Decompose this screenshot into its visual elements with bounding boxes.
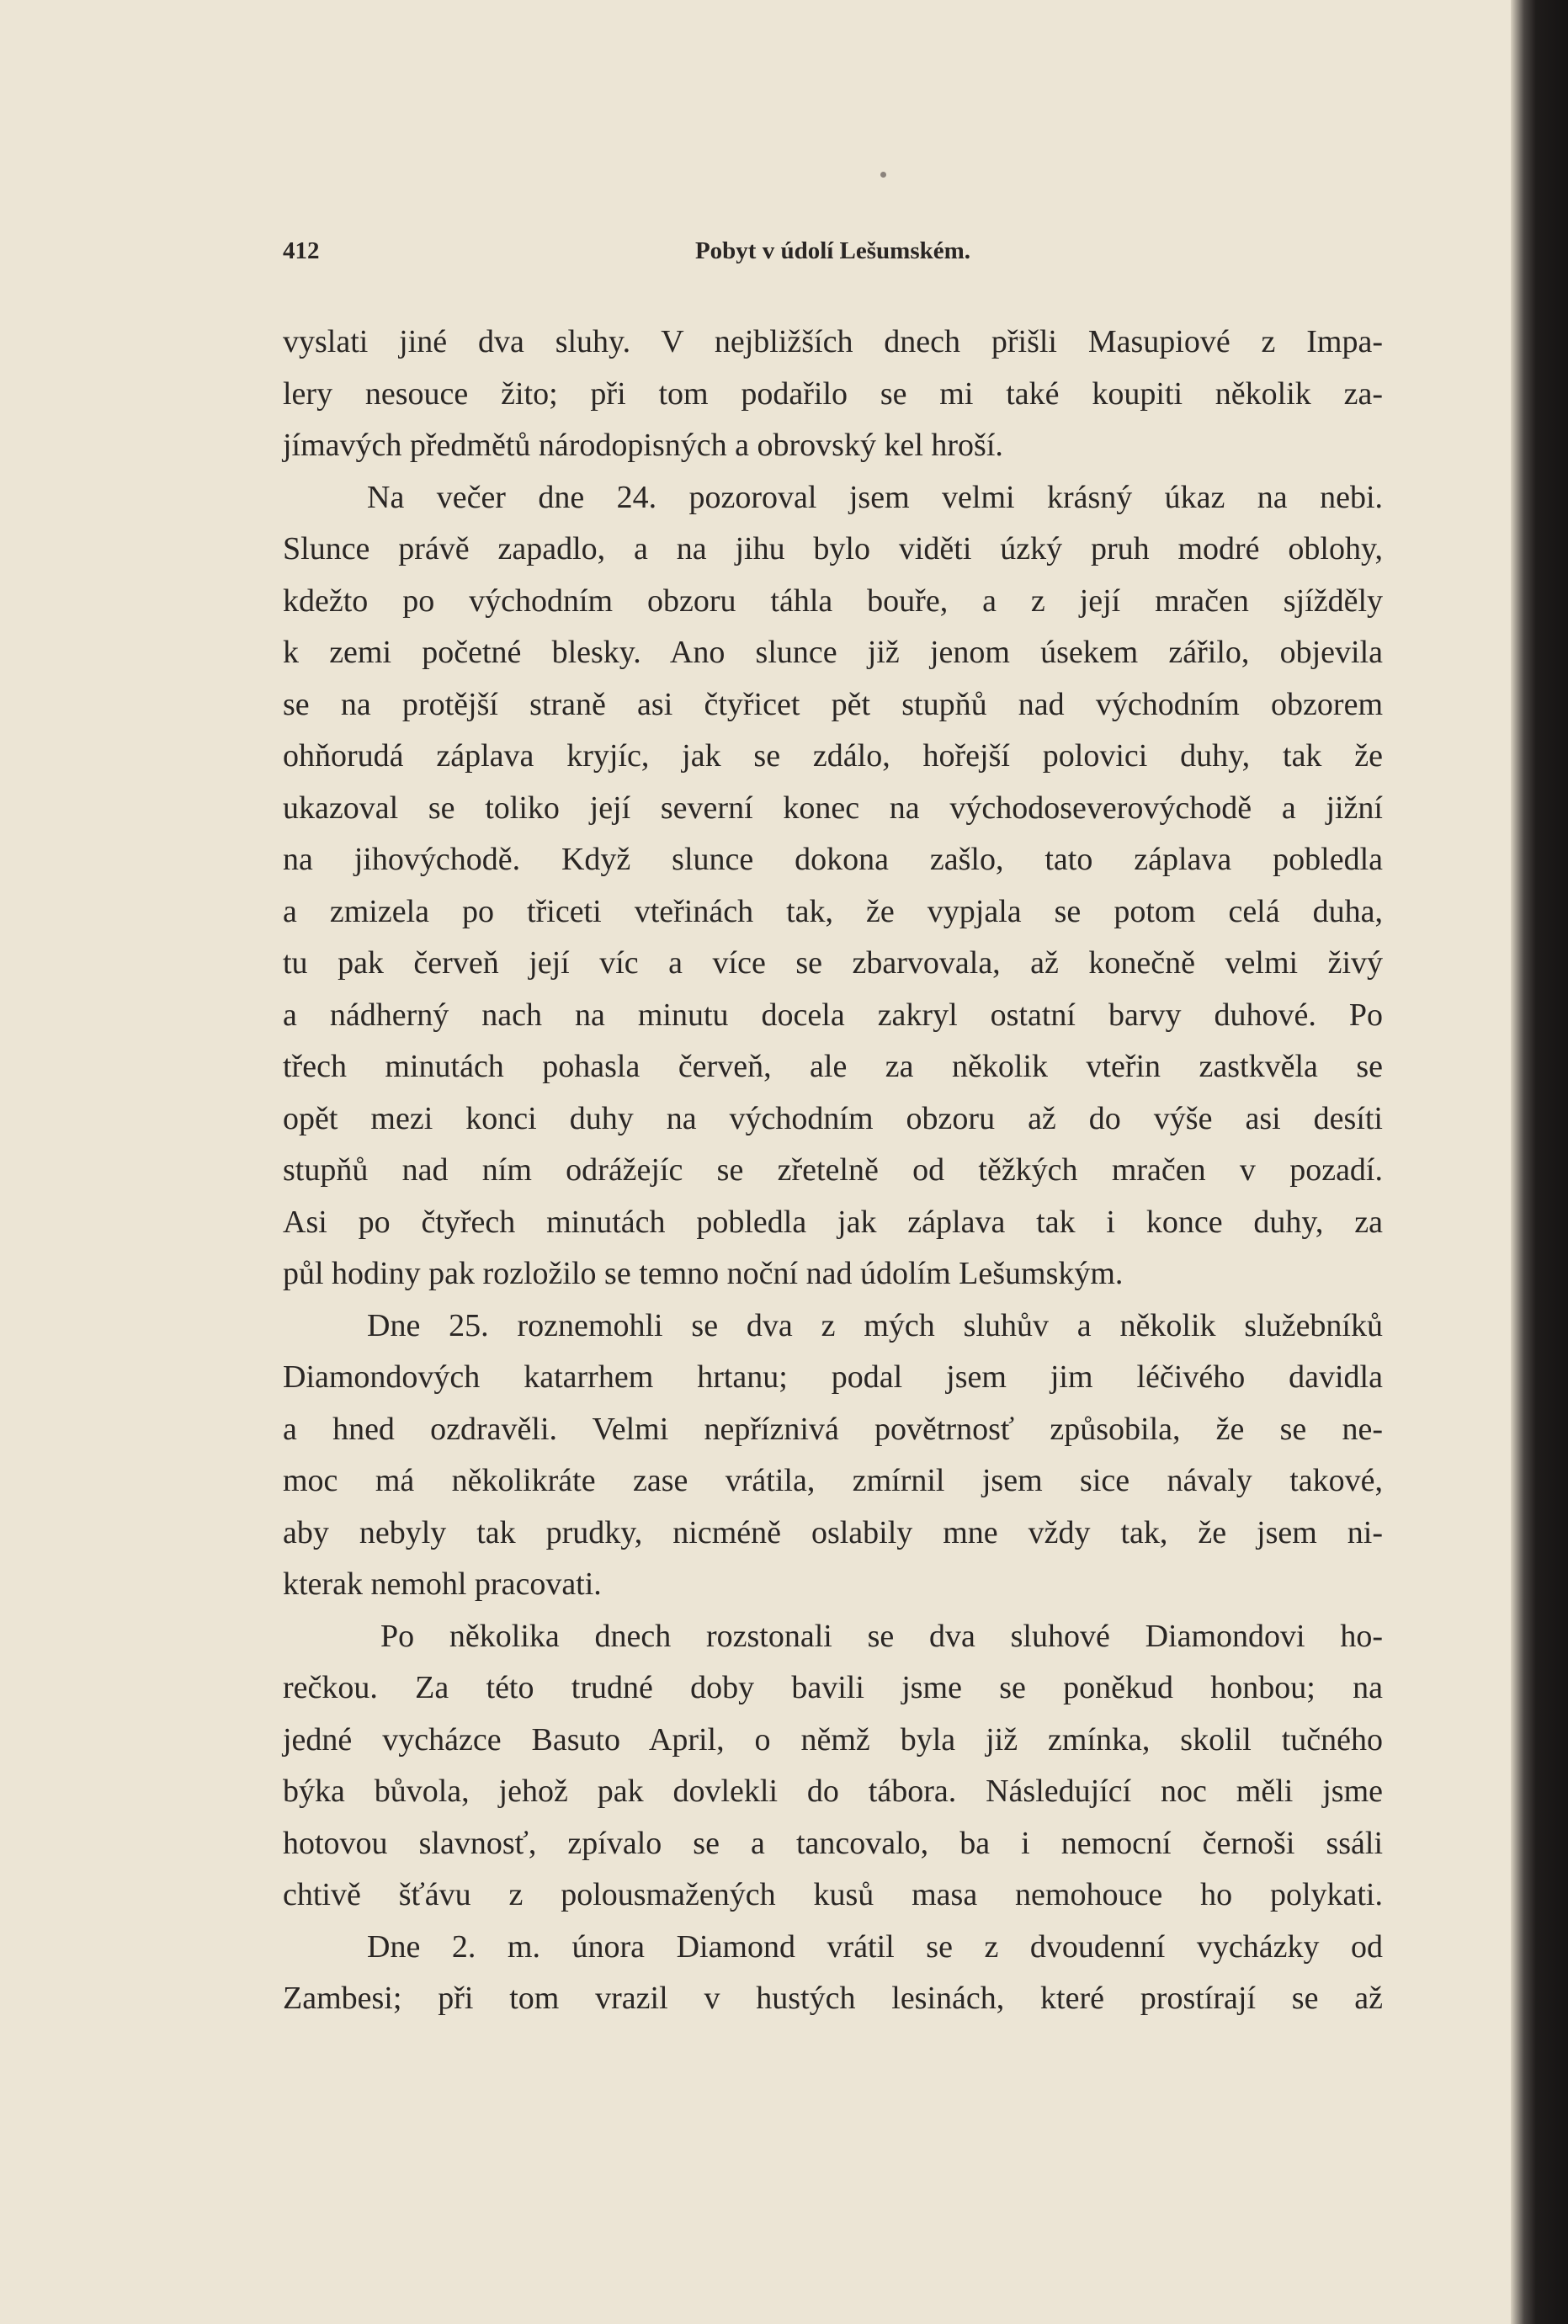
paragraph-first-line: Po několika dnech rozstonali se dva sluhové Diamondovi ho- xyxy=(380,1618,1383,1654)
ink-speck xyxy=(880,172,886,178)
text-line: Slunce právě zapadlo, a na jihu bylo viděti úzký pruh modré oblohy, xyxy=(283,531,1383,566)
text-line: a hned ozdravěli. Velmi nepříznivá povětrnosť způsobila, že se ne- xyxy=(283,1411,1383,1447)
text-line: půl hodiny pak rozložilo se temno noční nad údolím Lešumským. xyxy=(283,1256,1124,1291)
text-line: rečkou. Za této trudné doby bavili jsme se poněkud honbou; na xyxy=(283,1670,1383,1705)
text-line: stupňů nad ním odrážejíc se zřetelně od těžkých mračen v pozadí. xyxy=(283,1152,1383,1188)
text-line: kdežto po východním obzoru táhla bouře, a z její mračen sjížděly xyxy=(283,582,1383,619)
text-line: třech minutách pohasla červeň, ale za několik vteřin zastkvěla se xyxy=(283,1049,1383,1084)
text-line: ohňorudá záplava kryjíc, jak se zdálo, hořejší polovici duhy, tak že xyxy=(283,738,1383,774)
text-line: a nádherný nach na minutu docela zakryl ostatní barvy duhové. Po xyxy=(283,997,1383,1033)
text-line: a zmizela po třiceti vteřinách tak, že vypjala se potom celá duha, xyxy=(283,893,1383,929)
text-line: moc má několikráte zase vrátila, zmírnil jsem sice návaly takové, xyxy=(283,1463,1383,1498)
text-line: hotovou slavnosť, zpívalo se a tancovalo, ba i nemocní černoši ssáli xyxy=(283,1825,1383,1861)
page-number: 412 xyxy=(283,237,320,264)
text-line: jímavých předmětů národopisných a obrovský kel hroší. xyxy=(283,428,1003,463)
running-head xyxy=(283,237,1383,271)
text-line: tu pak červeň její víc a více se zbarvovala, až konečně velmi živý xyxy=(283,945,1383,981)
text-line: Diamondových katarrhem hrtanu; podal jsem jim léčivého davidla xyxy=(283,1359,1383,1395)
text-line: chtivě šťávu z polousmažených kusů masa nemohouce ho polykati. xyxy=(283,1877,1383,1912)
paragraph-first-line: Dne 2. m. února Diamond vrátil se z dvoudenní vycházky od xyxy=(367,1928,1383,1965)
text-line: býka bůvola, jehož pak dovlekli do tábora. Následující noc měli jsme xyxy=(283,1774,1383,1809)
text-line: lery nesouce žito; při tom podařilo se mi také koupiti několik za- xyxy=(283,375,1383,412)
text-line: aby nebyly tak prudky, nicméně oslabily mne vždy tak, že jsem ni- xyxy=(283,1514,1383,1550)
text-line: kterak nemohl pracovati. xyxy=(283,1566,602,1602)
text-line: k zemi početné blesky. Ano slunce již jenom úsekem zářilo, objevila xyxy=(283,635,1383,670)
text-line: ukazoval se toliko její severní konec na východoseverovýchodě a jižní xyxy=(283,790,1383,826)
text-line: Zambesi; při tom vrazil v hustých lesinách, které prostírají se až xyxy=(283,1981,1383,2016)
book-binding-edge xyxy=(1511,0,1568,2324)
text-line: opět mezi konci duhy na východním obzoru až do výše asi desíti xyxy=(283,1100,1383,1136)
paragraph-first-line: Dne 25. roznemohli se dva z mých sluhův a několik služebníků xyxy=(367,1307,1383,1343)
body-text xyxy=(283,316,1383,2025)
text-line: vyslati jiné dva sluhy. V nejbližších dnech přišli Masupiové z Impa- xyxy=(283,324,1383,359)
text-line: Asi po čtyřech minutách pobledla jak záplava tak i konce duhy, za xyxy=(283,1204,1383,1240)
running-title: Pobyt v údolí Lešumském. xyxy=(694,237,971,264)
paragraph-first-line: Na večer dne 24. pozoroval jsem velmi krásný úkaz na nebi. xyxy=(367,479,1383,515)
text-line: se na protější straně asi čtyřicet pět stupňů nad východním obzorem xyxy=(283,686,1383,722)
text-line: na jihovýchodě. Když slunce dokona zašlo, tato záplava pobledla xyxy=(283,842,1383,877)
text-line: jedné vycházce Basuto April, o němž byla již zmínka, skolil tučného xyxy=(283,1721,1383,1758)
